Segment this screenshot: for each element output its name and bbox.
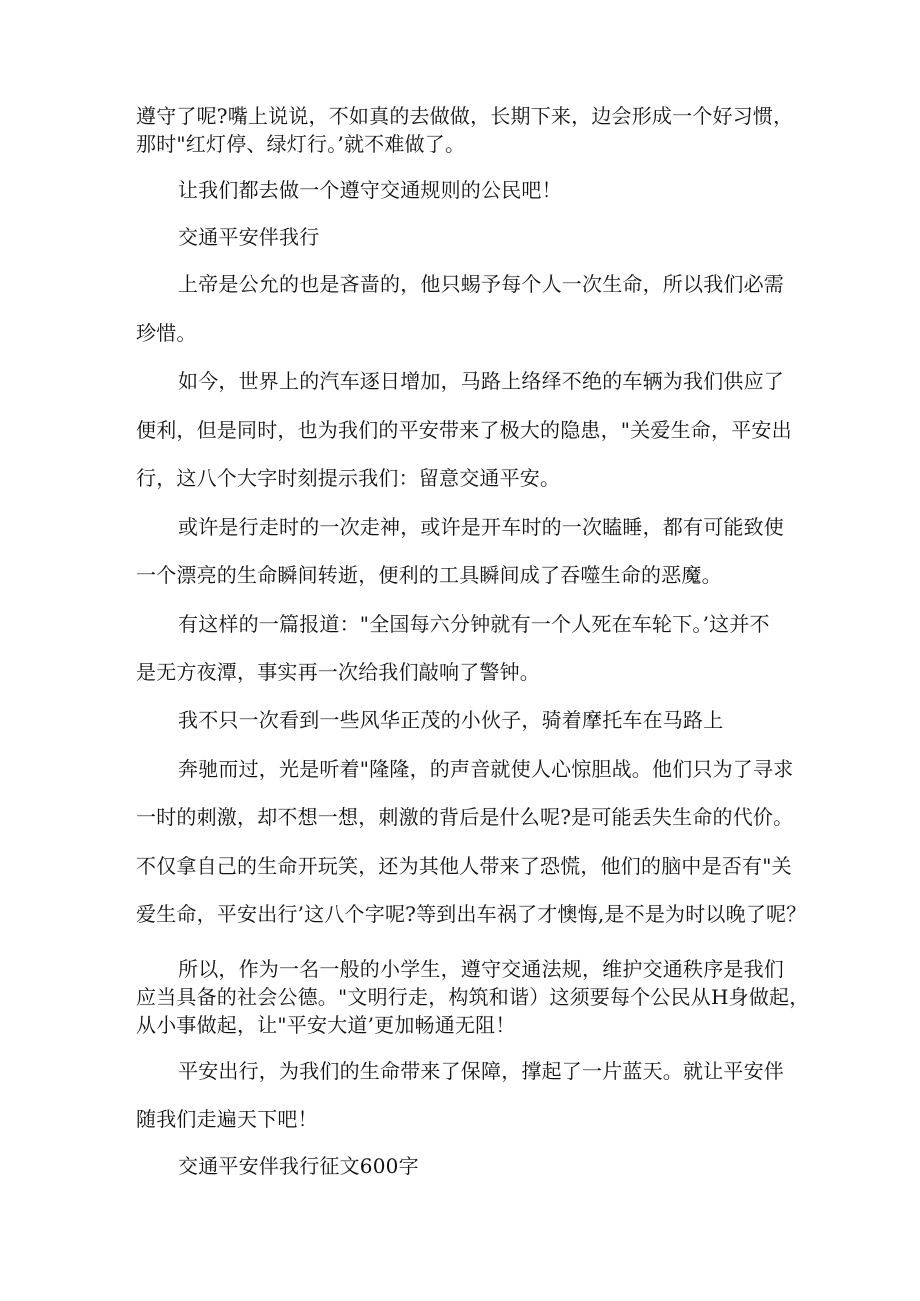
text-line: 不仅拿自己的生命开玩笑，还为其他人带来了恐慌，他们的脑中是否有"关	[136, 854, 792, 878]
text-line: 随我们走遍天下吧！	[136, 1107, 318, 1131]
text-line: 有这样的一篇报道："全国每六分钟就有一个人死在车轮下。’这并不	[178, 612, 770, 636]
text-line: 或许是行走时的一次走神，或许是开车时的一次瞌睡，都有可能致使	[178, 515, 784, 539]
text-line: 珍惜。	[136, 321, 197, 345]
text-line: 我不只一次看到一些风华正茂的小伙子，骑着摩托车在马路上	[178, 708, 724, 732]
text-line: 所以，作为一名一般的小学生，遵守交通法规，维护交通秩序是我们	[178, 957, 784, 981]
text-line: 便利，但是同时，也为我们的平安带来了极大的隐患，"关爱生命，平安出	[136, 418, 792, 442]
text-line: 爱生命，平安出行’这八个字呢?等到出车祸了才懊悔,是不是为时以晚了呢？	[136, 902, 807, 926]
text-line: 那时"红灯停、绿灯行。’就不难做了。	[136, 132, 466, 156]
text-line: 遵守了呢?嘴上说说，不如真的去做做，长期下来，边会形成一个好习惯，	[136, 104, 794, 128]
text-line: 如今，世界上的汽车逐日增加，马路上络绎不绝的车辆为我们供应了	[178, 369, 784, 393]
text-line: 让我们都去做一个遵守交通规则的公民吧！	[178, 178, 562, 202]
text-line: 平安出行，为我们的生命带来了保障，撑起了一片蓝天。就让平安伴	[178, 1059, 784, 1083]
text-line: 一时的刺激，却不想一想，刺激的背后是什么呢?是可能丢失生命的代价。	[136, 805, 794, 829]
text-line: 上帝是公允的也是吝啬的，他只蜴予每个人一次生命，所以我们必需	[178, 272, 784, 296]
text-line: 从小事做起，让"平安大道’更加畅通无阻！	[136, 1013, 516, 1037]
text-line: 是无方夜潭，事实再一次给我们敲响了警钟。	[136, 660, 540, 684]
text-line: 应当具备的社会公德。"文明行走，构筑和谐）这须要每个公民从H身做起，	[136, 985, 810, 1009]
text-line: 奔驰而过，光是听着"隆隆，的声音就使人心惊胆战。他们只为了寻求	[178, 757, 794, 781]
text-line: 一个漂亮的生命瞬间转逝，便利的工具瞬间成了吞噬生命的恶魔。	[136, 563, 722, 587]
text-line: 行，这八个大字时刻提示我们：留意交通平安。	[136, 466, 561, 490]
section-heading: 交通平安伴我行	[178, 225, 320, 249]
section-heading: 交通平安伴我行征文600字	[178, 1154, 419, 1178]
